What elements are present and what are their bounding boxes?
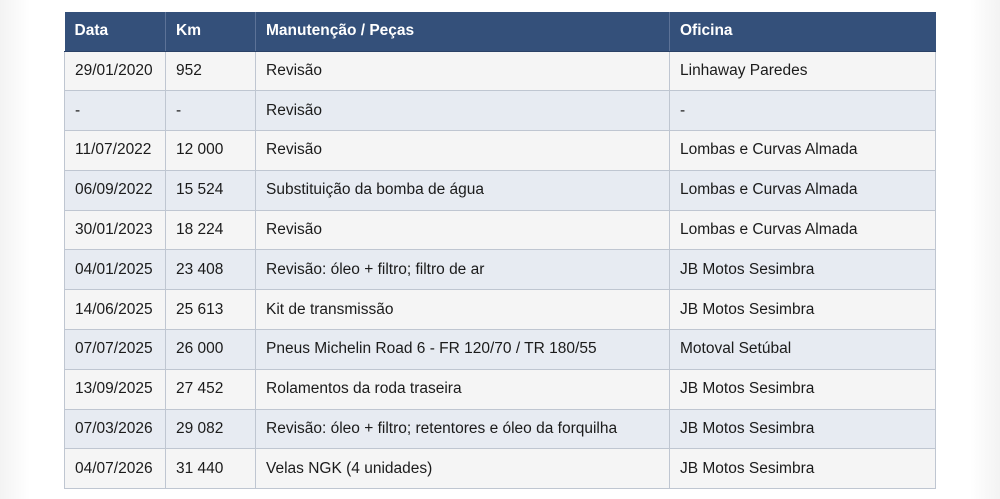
cell-km: 23 408 (166, 250, 256, 290)
cell-km: 15 524 (166, 170, 256, 210)
cell-data: 06/09/2022 (65, 170, 166, 210)
cell-oficina: Lombas e Curvas Almada (670, 131, 936, 171)
cell-data: 07/03/2026 (65, 409, 166, 449)
cell-data: 07/07/2025 (65, 330, 166, 370)
cell-oficina: Linhaway Paredes (670, 51, 936, 91)
header-manutencao: Manutenção / Peças (256, 12, 670, 51)
cell-km: 952 (166, 51, 256, 91)
cell-oficina: JB Motos Sesimbra (670, 449, 936, 489)
cell-manutencao: Revisão (256, 91, 670, 131)
cell-data: 04/07/2026 (65, 449, 166, 489)
table-row (65, 91, 936, 131)
cell-data: 14/06/2025 (65, 290, 166, 330)
cell-km: 18 224 (166, 210, 256, 250)
table-row (65, 449, 936, 489)
cell-manutencao: Substituição da bomba de água (256, 170, 670, 210)
cell-manutencao: Revisão: óleo + filtro; filtro de ar (256, 250, 670, 290)
cell-manutencao: Rolamentos da roda traseira (256, 369, 670, 409)
cell-oficina: Lombas e Curvas Almada (670, 210, 936, 250)
cell-oficina: Motoval Setúbal (670, 330, 936, 370)
cell-oficina: JB Motos Sesimbra (670, 250, 936, 290)
cell-oficina: JB Motos Sesimbra (670, 290, 936, 330)
cell-data: 04/01/2025 (65, 250, 166, 290)
cell-oficina: - (670, 91, 936, 131)
cell-oficina: JB Motos Sesimbra (670, 409, 936, 449)
cell-data: 29/01/2020 (65, 51, 166, 91)
table-row (65, 170, 936, 210)
table-row (65, 290, 936, 330)
cell-data: - (65, 91, 166, 131)
cell-manutencao: Revisão (256, 210, 670, 250)
table-row (65, 250, 936, 290)
table-row (65, 409, 936, 449)
cell-km: 29 082 (166, 409, 256, 449)
cell-km: 25 613 (166, 290, 256, 330)
cell-km: 27 452 (166, 369, 256, 409)
table-row (65, 369, 936, 409)
cell-data: 13/09/2025 (65, 369, 166, 409)
cell-oficina: JB Motos Sesimbra (670, 369, 936, 409)
maintenance-table (64, 12, 936, 489)
cell-manutencao: Velas NGK (4 unidades) (256, 449, 670, 489)
table-row (65, 330, 936, 370)
table-header-row (65, 12, 936, 51)
header-km: Km (166, 12, 256, 51)
cell-km: 12 000 (166, 131, 256, 171)
cell-manutencao: Kit de transmissão (256, 290, 670, 330)
table-row (65, 210, 936, 250)
cell-manutencao: Revisão: óleo + filtro; retentores e óleo da forquilha (256, 409, 670, 449)
table-row (65, 131, 936, 171)
cell-km: 26 000 (166, 330, 256, 370)
header-oficina: Oficina (670, 12, 936, 51)
cell-oficina: Lombas e Curvas Almada (670, 170, 936, 210)
cell-data: 11/07/2022 (65, 131, 166, 171)
cell-manutencao: Revisão (256, 131, 670, 171)
cell-manutencao: Pneus Michelin Road 6 - FR 120/70 / TR 180/55 (256, 330, 670, 370)
header-data: Data (65, 12, 166, 51)
cell-km: 31 440 (166, 449, 256, 489)
table-row (65, 51, 936, 91)
cell-manutencao: Revisão (256, 51, 670, 91)
cell-km: - (166, 91, 256, 131)
cell-data: 30/01/2023 (65, 210, 166, 250)
